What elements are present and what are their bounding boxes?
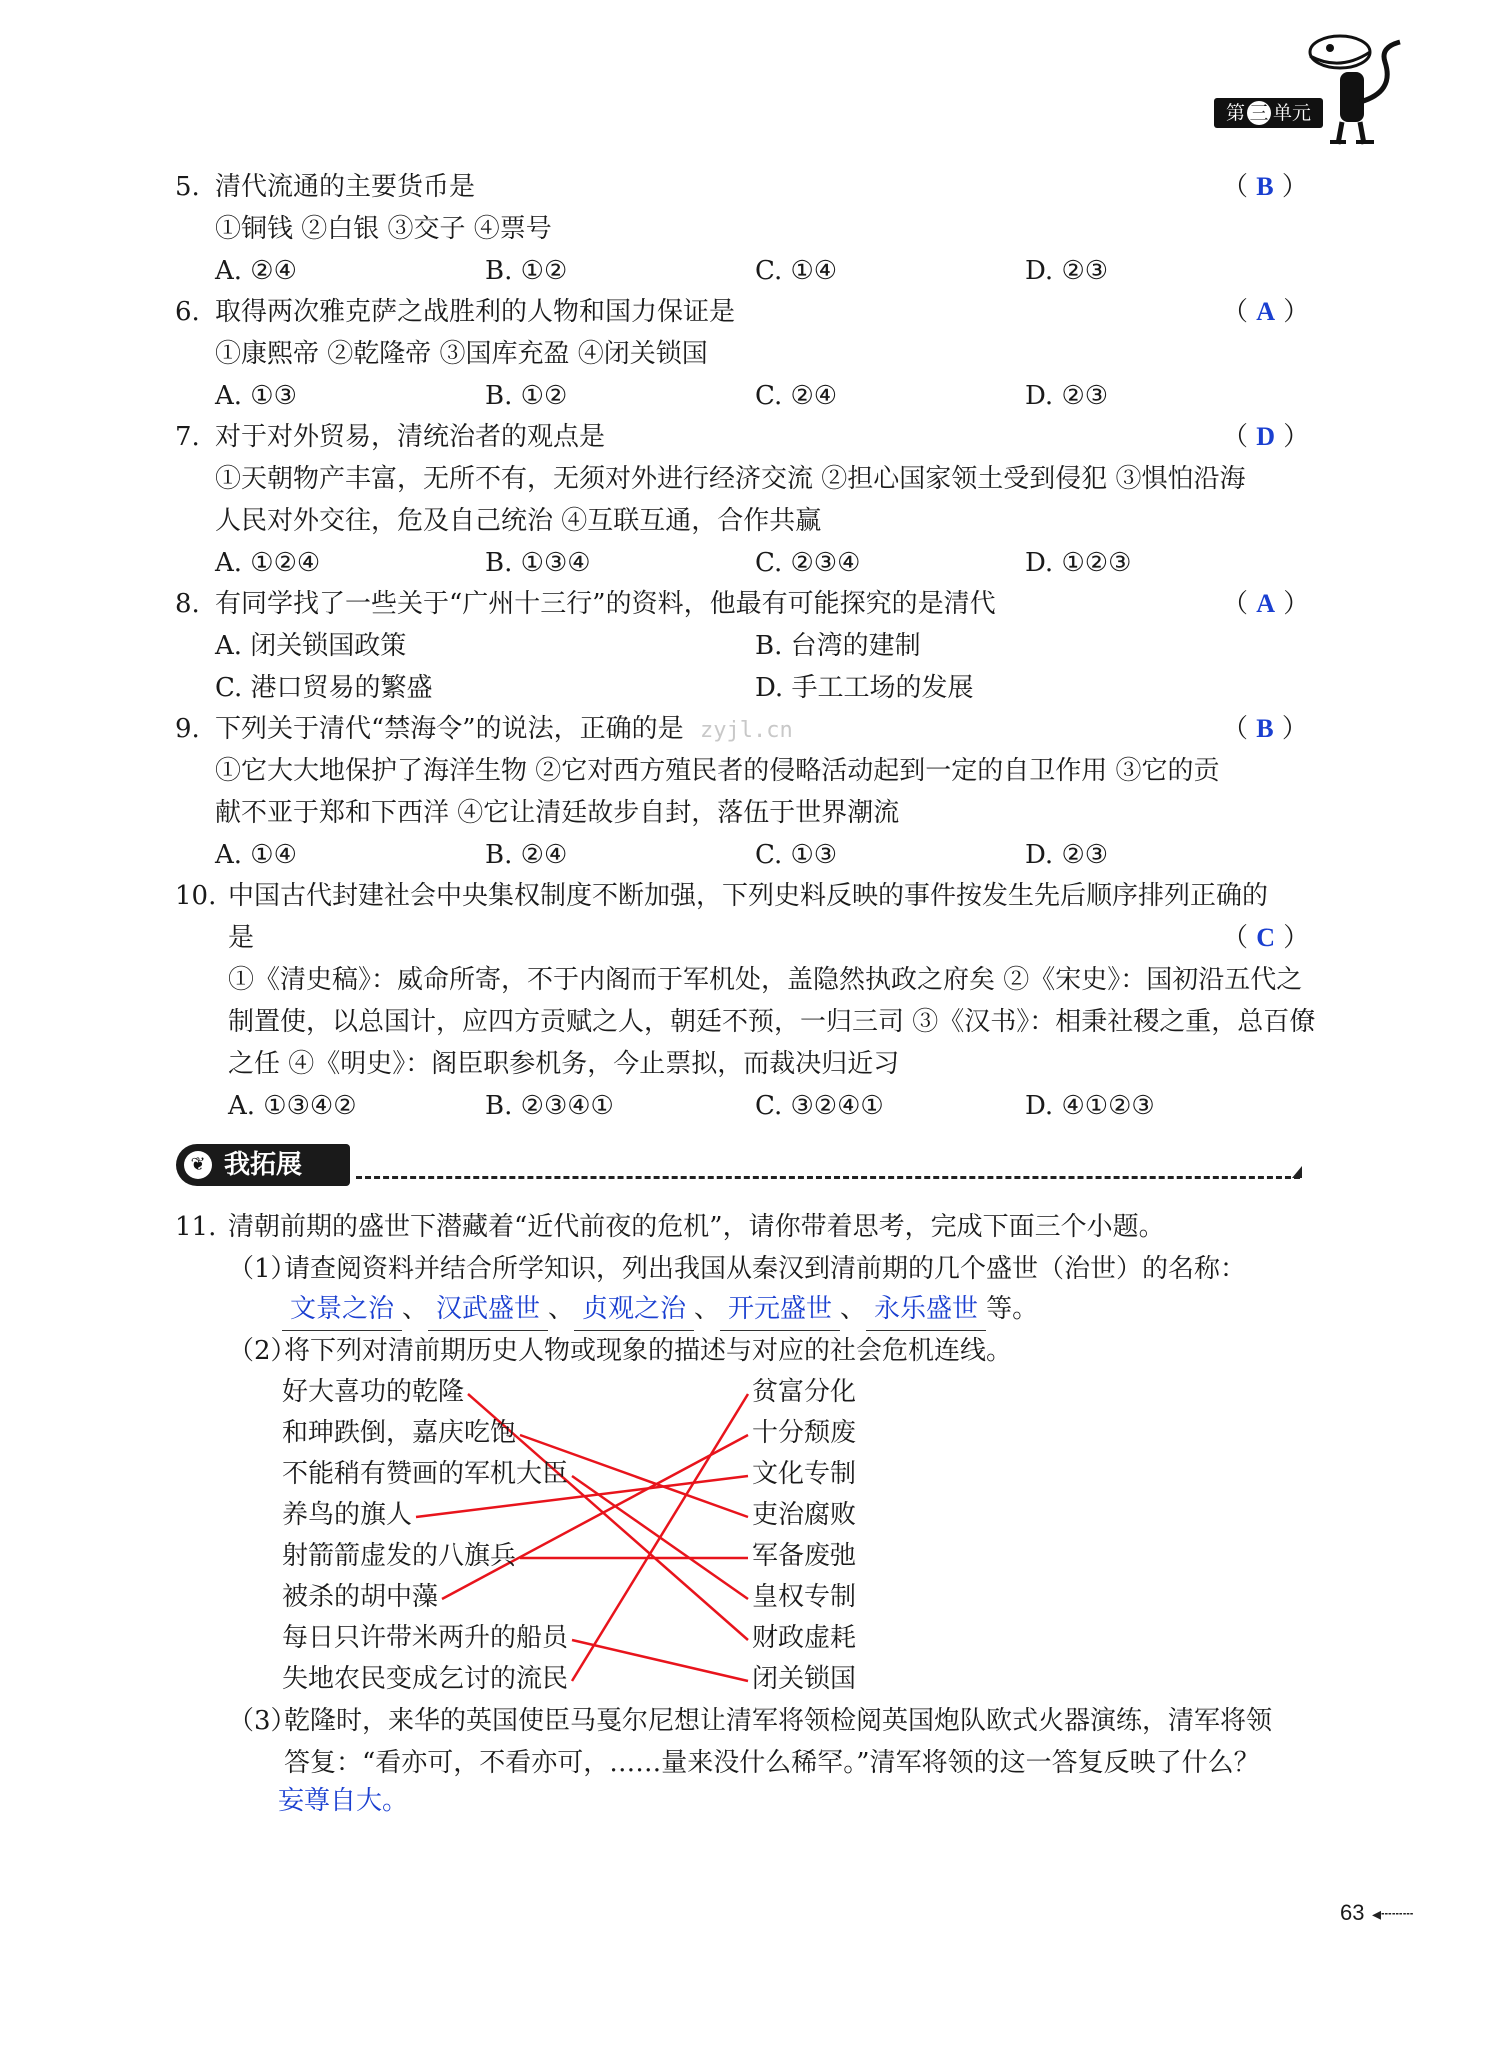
question-stem: 清朝前期的盛世下潜藏着“近代前夜的危机”，请你带着思考，完成下面三个小题。 <box>228 1212 1165 1242</box>
question-items-line-2: 人民对外交往，危及自己统治 ④互联互通，合作共赢 <box>215 506 822 536</box>
right-item: 文化专制 <box>752 1459 857 1489</box>
option-d: D. ②③ <box>1025 840 1109 870</box>
question-stem: 有同学找了一些关于“广州十三行”的资料，他最有可能探究的是清代 <box>215 589 996 619</box>
left-item: 好大喜功的乾隆 <box>282 1377 465 1407</box>
question-stem: 取得两次雅克萨之战胜利的人物和国力保证是 <box>215 297 736 327</box>
match-line-8 <box>572 1394 748 1681</box>
option-d: D. ②③ <box>1025 256 1109 286</box>
option-a: A. 闭关锁国政策 <box>215 631 407 661</box>
watermark-text: zyjl.cn <box>700 718 793 743</box>
option-a: A. ①③④② <box>228 1091 357 1121</box>
question-items-line-1: ①天朝物产丰富，无所不有，无须对外进行经济交流 ②担心国家领土受到侵犯 ③惧怕沿海 <box>215 464 1246 494</box>
answer-letter: A <box>1256 589 1276 618</box>
option-b: B. ①② <box>485 256 568 286</box>
question-number: 10. <box>175 881 217 911</box>
option-b: B. 台湾的建制 <box>755 631 921 661</box>
option-a: A. ①④ <box>215 840 297 870</box>
question-items-line-2: 献不亚于郑和下西洋 ④它让清廷故步自封，落伍于世界潮流 <box>215 798 900 828</box>
separator: 、 <box>548 1294 575 1324</box>
right-item: 军备废弛 <box>752 1541 857 1571</box>
ending-text: 等。 <box>986 1294 1039 1324</box>
option-c: C. 港口贸易的繁盛 <box>215 673 433 703</box>
part-1-label: （1） <box>228 1254 297 1284</box>
question-stem: 对于对外贸易，清统治者的观点是 <box>215 422 606 452</box>
leaf-icon: ❦ <box>184 1151 212 1179</box>
part-3-label: （3） <box>228 1706 297 1736</box>
right-item: 皇权专制 <box>752 1582 857 1612</box>
option-a: A. ①③ <box>215 381 297 411</box>
unit-number: 三 <box>1247 101 1271 125</box>
question-items-line-2: 制置使，以总国计，应四方贡赋之人，朝廷不预，一归三司 ③《汉书》：相秉社稷之重，总百僚 <box>228 1007 1316 1037</box>
option-d: D. 手工工场的发展 <box>755 673 974 703</box>
option-c: C. ①④ <box>755 256 838 286</box>
option-b: B. ①③④ <box>485 548 591 578</box>
part-3-line-1: 乾隆时，来华的英国使臣马戛尔尼想让清军将领检阅英国炮队欧式火器演练，清军将领 <box>284 1706 1273 1736</box>
answer-letter: B <box>1256 714 1274 743</box>
match-line-7 <box>572 1640 748 1681</box>
left-item: 每日只许带米两升的船员 <box>282 1623 569 1653</box>
right-item: 十分颓废 <box>752 1418 857 1448</box>
option-a: A. ②④ <box>215 256 297 286</box>
question-items-line-3: 之任 ④《明史》：阁臣职参机务，今止票拟，而裁决归近习 <box>228 1049 900 1079</box>
right-item: 财政虚耗 <box>752 1623 857 1653</box>
right-item: 闭关锁国 <box>752 1664 857 1694</box>
question-number: 7. <box>175 422 200 452</box>
answer-bracket: （ A ） <box>1222 297 1310 327</box>
question-number: 9. <box>175 714 200 744</box>
right-item: 吏治腐败 <box>752 1500 857 1530</box>
question-items: ①铜钱 ②白银 ③交子 ④票号 <box>215 214 552 244</box>
unit-suffix: 单元 <box>1273 102 1312 124</box>
option-c: C. ②③④ <box>755 548 861 578</box>
right-item: 贫富分化 <box>752 1377 857 1407</box>
fill-blank-5: 永乐盛世 <box>866 1288 986 1331</box>
answer-bracket: （ B ） <box>1222 172 1308 202</box>
option-b: B. ①② <box>485 381 568 411</box>
question-items: ①康熙帝 ②乾隆帝 ③国库充盈 ④闭关锁国 <box>215 339 708 369</box>
part-1-text: 请查阅资料并结合所学知识，列出我国从秦汉到清前期的几个盛世（治世）的名称： <box>284 1254 1247 1284</box>
answer-letter: A <box>1256 297 1276 326</box>
question-stem-line-2: 是 <box>228 923 255 953</box>
option-d: D. ④①②③ <box>1025 1091 1155 1121</box>
left-item: 养鸟的旗人 <box>282 1500 413 1530</box>
question-stem: 清代流通的主要货币是 <box>215 172 476 202</box>
fill-blank-4: 开元盛世 <box>720 1288 840 1331</box>
part-3-answer: 妄尊自大。 <box>278 1786 409 1816</box>
question-number: 6. <box>175 297 200 327</box>
answer-bracket: （ C ） <box>1222 923 1310 953</box>
page-number: 63 <box>1340 1900 1365 1925</box>
question-stem-line-1: 中国古代封建社会中央集权制度不断加强，下列史料反映的事件按发生先后顺序排列正确的 <box>228 881 1269 911</box>
option-b: B. ②③④① <box>485 1091 614 1121</box>
answer-bracket: （ D ） <box>1222 422 1310 452</box>
question-number: 5. <box>175 172 200 202</box>
option-c: C. ②④ <box>755 381 838 411</box>
question-items-line-1: ①《清史稿》：威命所寄，不于内阁而于军机处，盖隐然执政之府矣 ②《宋史》：国初沿五代之 <box>228 965 1303 995</box>
fill-blank-3: 贞观之治 <box>574 1288 694 1331</box>
separator: 、 <box>840 1294 867 1324</box>
arrow-left-icon: ◂┄┄┄ <box>1372 1904 1414 1925</box>
left-item: 和珅跌倒，嘉庆吃饱 <box>282 1418 517 1448</box>
option-d: D. ②③ <box>1025 381 1109 411</box>
left-item: 射箭箭虚发的八旗兵 <box>282 1541 517 1571</box>
question-number: 11. <box>175 1212 217 1242</box>
left-item: 失地农民变成乞讨的流民 <box>282 1664 569 1694</box>
part-2-text: 将下列对清前期历史人物或现象的描述与对应的社会危机连线。 <box>284 1336 1013 1366</box>
answer-bracket: （ B ） <box>1222 714 1308 744</box>
answer-letter: D <box>1256 422 1276 451</box>
option-c: C. ③②④① <box>755 1091 884 1121</box>
option-c: C. ①③ <box>755 840 838 870</box>
left-item: 被杀的胡中藻 <box>282 1582 439 1612</box>
option-a: A. ①②④ <box>215 548 321 578</box>
question-items-line-1: ①它大大地保护了海洋生物 ②它对西方殖民者的侵略活动起到一定的自卫作用 ③它的贡 <box>215 756 1220 786</box>
answer-letter: C <box>1256 923 1276 952</box>
section-title: 我拓展 <box>224 1150 303 1180</box>
option-b: B. ②④ <box>485 840 568 870</box>
question-number: 8. <box>175 589 200 619</box>
answer-letter: B <box>1256 172 1274 201</box>
separator: 、 <box>694 1294 721 1324</box>
left-item: 不能稍有赞画的军机大臣 <box>282 1459 569 1489</box>
fill-blank-2: 汉武盛世 <box>428 1288 548 1331</box>
question-stem: 下列关于清代“禁海令”的说法，正确的是 <box>215 714 684 744</box>
part-2-label: （2） <box>228 1336 297 1366</box>
fill-blank-1: 文景之治 <box>282 1288 402 1331</box>
part-3-line-2: 答复：“看亦可，不看亦可，……量来没什么稀罕。”清军将领的这一答复反映了什么？ <box>284 1748 1260 1778</box>
answer-bracket: （ A ） <box>1222 589 1310 619</box>
unit-prefix: 第 <box>1226 102 1246 124</box>
separator: 、 <box>402 1294 429 1324</box>
option-d: D. ①②③ <box>1025 548 1132 578</box>
